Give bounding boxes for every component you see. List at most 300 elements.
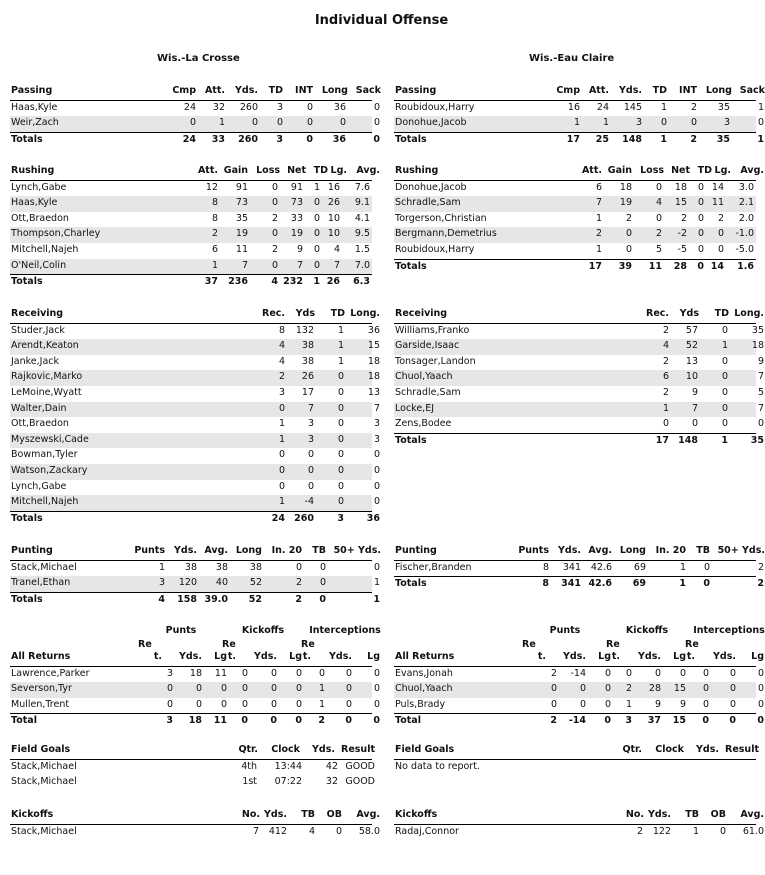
section-label: Rushing [395,165,439,176]
stat-value: 69 [633,561,646,573]
stat-value: 52 [685,340,698,352]
total-value: 0 [703,578,710,590]
column-header: In. 20 [271,545,302,556]
stat-value: 3 [307,433,314,445]
stat-value: 10 [327,212,340,224]
player-name: Puls,Brady [395,698,446,710]
stat-value: 3 [373,433,380,445]
stat-value: 0 [189,117,196,129]
player-name: Stack,Michael [11,760,77,772]
player-row [394,682,764,698]
column-header: TD [714,308,729,319]
player-row [10,576,380,592]
stat-value: 0 [345,698,352,710]
total-value: -14 [568,715,586,727]
stat-value: 11 [214,667,227,679]
column-header: Loss [640,165,664,176]
stat-value: 38 [301,355,314,367]
stat-value: 0 [729,698,736,710]
player-row [10,417,380,433]
stat-value: GOOD [345,760,375,772]
column-header: Cmp [556,85,580,96]
player-name: Weir,Zach [11,117,59,129]
stat-value: -2 [677,228,687,240]
player-name: Chuol,Yaach [395,683,453,695]
stat-value: 24 [596,101,609,113]
player-name: Lynch,Gabe [11,480,67,492]
returns-re-label: Re [522,639,536,650]
totals-label: Totals [11,276,43,288]
stat-value: 73 [290,197,303,209]
stat-value: 19 [235,228,248,240]
total-value: 1 [721,434,728,446]
stat-value: 9 [654,698,661,710]
stat-value: 1 [337,355,344,367]
stat-value: 6 [595,181,602,193]
column-header: TD [313,165,328,176]
player-row [394,324,764,340]
column-header: Yds. [696,744,719,755]
stat-value: 3.0 [738,181,754,193]
stat-value: 26 [301,371,314,383]
player-row [10,116,380,132]
column-header: Cmp [172,85,196,96]
stat-value: 8 [278,324,285,336]
total-value: 33 [211,133,225,145]
column-header: 50+ Yds. [717,545,765,556]
stat-value: 18 [751,340,764,352]
stat-value: 38 [215,561,228,573]
player-row [10,243,372,259]
stat-value: 36 [333,101,346,113]
stat-value: 4 [278,355,285,367]
stat-value: 0 [625,243,632,255]
stat-value: 0 [337,386,344,398]
player-name: Roubidoux,Harry [395,243,475,255]
stat-value: 38 [249,561,262,573]
stat-value: 7 [333,259,340,271]
column-header: Lg [673,651,686,662]
stat-value: 4 [655,197,662,209]
total-value: 17 [566,133,580,145]
player-row [10,480,380,496]
stat-value: 11 [711,197,724,209]
player-row [10,212,372,228]
player-row [394,561,764,577]
total-value: 341 [561,578,581,590]
stat-value: 0 [604,667,611,679]
away-field-goals-table [394,743,759,775]
player-row [10,760,375,776]
stat-value: 8 [211,212,218,224]
player-name: Roubidoux,Harry [395,101,475,113]
stat-value: 0 [337,402,344,414]
stat-value: 18 [674,181,687,193]
player-row [10,324,380,340]
player-name: Tonsager,Landon [395,355,476,367]
player-name: Stack,Michael [11,825,77,837]
total-value: 4 [271,276,278,288]
returns-re-header [10,638,372,650]
total-value: 0 [373,133,380,145]
stat-value: 3 [635,117,642,129]
total-value: 3 [337,512,344,524]
column-header: Rec. [646,308,669,319]
player-row [10,259,372,275]
home-rushing-table [10,164,380,291]
stat-value: 1 [679,561,686,573]
stat-value: 9.5 [354,228,370,240]
stat-value: 0 [702,667,709,679]
stat-value: 12 [205,181,218,193]
column-header: Gain [223,165,248,176]
stat-value: 24 [183,101,196,113]
stat-value: 4th [241,760,257,772]
column-header: TD [268,85,283,96]
total-value: 148 [678,434,698,446]
player-name: Tranel,Ethan [11,577,71,589]
stat-value: 0 [721,386,728,398]
column-header: Punts [134,545,165,556]
total-value: 1 [757,133,764,145]
stat-value: 0 [313,212,320,224]
stat-value: 4.1 [354,212,370,224]
stat-value: 0 [313,197,320,209]
totals-row [10,592,380,609]
player-name: Williams,Franko [395,324,470,336]
column-header: Yds. [648,809,671,820]
stat-value: 1 [313,181,320,193]
stat-value: 1 [625,698,632,710]
stat-value: 0 [270,683,277,695]
player-row [10,448,380,464]
column-header: Att. [588,85,609,96]
stat-value: 0 [306,101,313,113]
player-name: Schradle,Sam [395,386,461,398]
player-name: Haas,Kyle [11,197,58,209]
section-label: Passing [11,85,53,96]
player-row [10,682,380,698]
stat-value: 0 [319,561,326,573]
column-header: Sack [739,85,765,96]
player-name: Stack,Michael [11,776,77,788]
stat-value: 3 [278,386,285,398]
column-header: TB [312,545,326,556]
stat-value: 1 [692,825,699,837]
stat-value: 0 [271,197,278,209]
stat-value: 40 [215,577,228,589]
stat-value: 5 [757,386,764,398]
column-header: Avg. [740,809,764,820]
totals-label: Totals [11,133,43,145]
stat-value: 18 [367,355,380,367]
stat-value: 13 [685,355,698,367]
column-header: OB [710,809,726,820]
total-value: 0 [345,715,352,727]
column-header: Yds. [174,545,197,556]
stat-value: 1 [721,340,728,352]
stat-value: 2 [636,825,643,837]
stat-value: 13:44 [274,760,302,772]
player-row [10,101,380,117]
stat-value: 412 [268,825,287,837]
column-header: t. [153,651,162,662]
total-value: 15 [672,715,686,727]
stat-value: 1 [211,259,218,271]
stat-value: 73 [235,197,248,209]
stat-value: 26 [327,197,340,209]
player-name: Zens,Bodee [395,418,452,430]
total-value: 0 [270,715,277,727]
home-team-name: Wis.-La Crosse [157,53,240,64]
stat-value: 2 [662,386,669,398]
player-row [10,181,372,197]
total-value: 39.0 [204,593,228,605]
returns-re-label: Re [685,639,699,650]
player-name: Radaj,Connor [395,825,459,837]
total-value: 17 [655,434,669,446]
column-header: Net [671,165,690,176]
stat-value: 8 [211,197,218,209]
stat-value: 3 [158,577,165,589]
totals-label: Totals [11,512,43,524]
player-row [394,370,764,386]
player-name: Thompson,Charley [11,228,101,240]
returns-group-label: Punts [165,625,197,636]
totals-label: Total [11,715,37,727]
total-value: 28 [673,260,687,272]
stat-value: 3 [307,418,314,430]
passing-header-row [10,84,381,101]
column-header: Punts [518,545,549,556]
stat-value: 7 [241,259,248,271]
total-value: 37 [647,715,661,727]
stat-value: 0 [373,683,380,695]
column-header: Yds. [638,651,661,662]
player-row [10,339,380,355]
column-header: Lg. [714,165,731,176]
total-value: 24 [271,512,285,524]
player-name: Rajkovic,Marko [11,371,83,383]
stat-value: 0 [373,561,380,573]
column-header: Yds. [563,651,586,662]
stat-value: 0 [757,683,764,695]
total-value: 158 [177,593,197,605]
stat-value: 0 [220,683,227,695]
stat-value: 0 [307,464,314,476]
player-row [394,116,764,132]
stat-value: 4 [662,340,669,352]
stat-value: 0 [166,683,173,695]
returns-group-label: Interceptions [693,625,765,636]
stat-value: 0 [697,197,704,209]
stat-value: 0 [241,667,248,679]
total-value: 35 [750,434,764,446]
player-name: Schradle,Sam [395,197,461,209]
total-value: 148 [622,133,642,145]
column-header: Yds. [235,85,258,96]
total-value: 25 [595,133,609,145]
stat-value: 1 [158,561,165,573]
stat-value: -1.0 [735,228,754,240]
player-name: Mullen,Trent [11,698,70,710]
total-value: 69 [632,578,646,590]
stat-value: 2 [655,228,662,240]
total-value: 2 [757,578,764,590]
column-header: Lg [367,651,380,662]
stat-value: 0 [373,449,380,461]
column-header: t. [686,651,695,662]
totals-label: Totals [395,578,427,590]
stat-value: 1 [660,101,667,113]
stat-value: 2.0 [738,212,754,224]
stat-value: 19 [619,197,632,209]
player-row [10,825,380,841]
stat-value: 3 [276,101,283,113]
section-label: Kickoffs [395,809,438,820]
column-header: TD [697,165,712,176]
stat-value: 0 [655,181,662,193]
stat-value: 0 [278,449,285,461]
stat-value: 0 [697,243,704,255]
stat-value: 52 [249,577,262,589]
stat-value: 0 [721,324,728,336]
player-row [394,212,756,228]
column-header: Lg. [330,165,347,176]
section-label: Rushing [11,165,55,176]
player-row [10,433,380,449]
player-name: Donohue,Jacob [395,181,467,193]
column-header: No. [241,809,260,820]
stat-value: 14 [711,181,724,193]
returns-group-header [10,624,381,638]
stat-value: 7 [757,402,764,414]
stat-value: 0 [337,464,344,476]
stat-value: 0 [313,228,320,240]
stat-value: 2 [662,324,669,336]
stat-value: 16 [327,181,340,193]
player-row [10,464,380,480]
total-value: 11 [213,715,227,727]
stat-value: 0 [166,698,173,710]
total-value: 0 [295,715,302,727]
column-header: Avg. [740,165,764,176]
stat-value: 42.6 [590,561,612,573]
stat-value: 3 [723,117,730,129]
stat-value: 0 [276,117,283,129]
player-row [10,698,380,714]
punting-header-row [10,544,381,561]
column-header: Qtr. [622,744,642,755]
stat-value: 0 [373,464,380,476]
column-header: t. [302,651,311,662]
stat-value: 2 [595,228,602,240]
total-value: 236 [228,276,248,288]
stat-value: 0 [697,212,704,224]
player-name: O'Neil,Colin [11,259,67,271]
total-value: 8 [542,578,549,590]
stat-value: 38 [301,340,314,352]
stat-value: 3 [166,667,173,679]
home-field-goals-table [10,743,375,791]
player-row [394,698,764,714]
stat-value: 0 [702,683,709,695]
returns-header-row [10,650,380,667]
player-row [10,775,375,791]
receiving-header-row [10,307,380,324]
stat-value: 0 [717,228,724,240]
player-name: Locke,EJ [395,402,434,414]
column-header: Att. [197,165,218,176]
passing-header-row [394,84,765,101]
receiving-header-row [394,307,764,324]
column-header: TB [301,809,315,820]
returns-re-label: Re [138,639,152,650]
total-value: 39 [618,260,632,272]
column-header: Gain [607,165,632,176]
stat-value: 15 [674,197,687,209]
player-row [394,825,764,841]
player-row [394,667,764,683]
stat-value: 0 [337,433,344,445]
stat-value: 0 [318,667,325,679]
player-name: Ott,Braedon [11,212,69,224]
section-label: Receiving [11,308,64,319]
column-header: Yds [295,308,315,319]
stat-value: 0 [307,480,314,492]
stat-value: 91 [235,181,248,193]
total-value: 6.3 [353,276,370,288]
player-name: Studer,Jack [11,324,65,336]
away-punting-table [394,544,765,593]
total-value: 2 [690,133,697,145]
player-name: Evans,Jonah [395,667,453,679]
stat-value: 0 [337,480,344,492]
stat-value: 32 [212,101,225,113]
stat-value: 0 [373,667,380,679]
total-value: 1 [679,578,686,590]
returns-group-header [394,624,765,638]
stat-value: 2 [271,212,278,224]
total-value: 0 [241,715,248,727]
stat-value: 0 [579,698,586,710]
stat-value: 0 [345,683,352,695]
stat-value: 9 [757,355,764,367]
stat-value: 0 [660,117,667,129]
stat-value: -5 [677,243,687,255]
total-value: 26 [326,276,340,288]
total-value: 2 [550,715,557,727]
returns-re-label: Re [222,639,236,650]
player-name: Watson,Zackary [11,464,88,476]
stat-value: 0 [195,698,202,710]
stat-value: 0 [220,698,227,710]
player-name: Bowman,Tyler [11,449,78,461]
column-header: Clock [271,744,300,755]
stat-value: 0 [306,117,313,129]
totals-label: Total [395,715,421,727]
stat-value: 2 [295,577,302,589]
stat-value: 0 [295,667,302,679]
player-row [10,495,380,511]
player-name: Chuol,Yaach [395,371,453,383]
column-header: Net [287,165,306,176]
stat-value: 0 [721,371,728,383]
stat-value: 36 [367,324,380,336]
column-header: Avg. [356,165,380,176]
stat-value: 1 [218,117,225,129]
player-row [10,561,380,577]
